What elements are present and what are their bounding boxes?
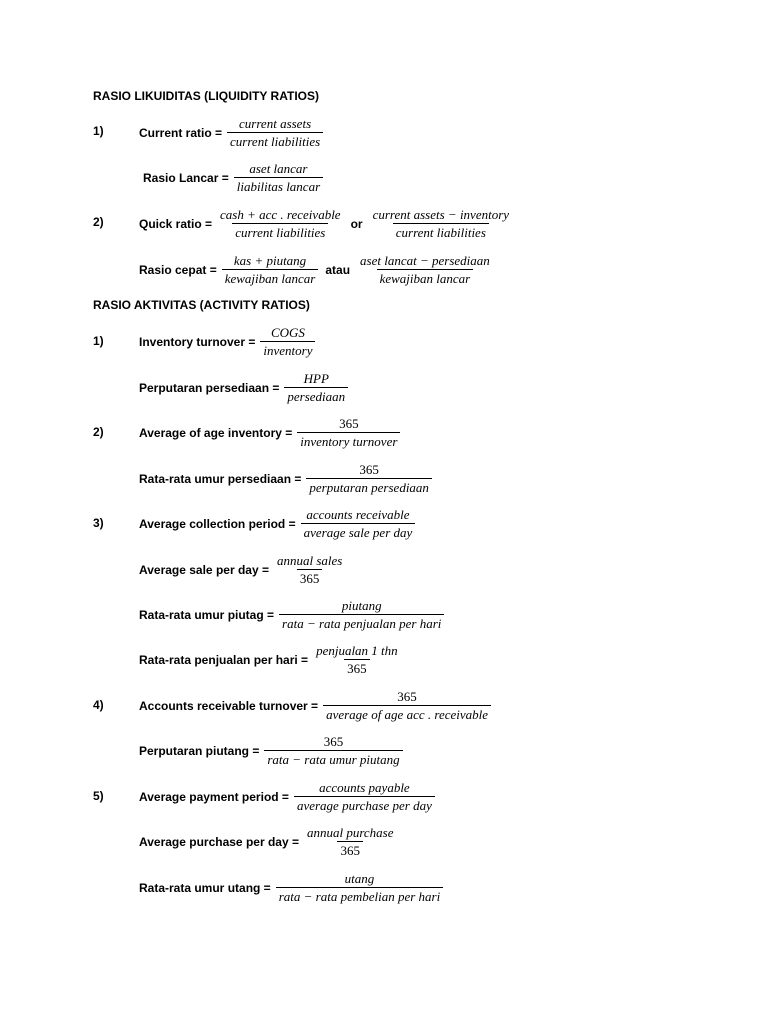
denominator: 365 [297, 569, 323, 586]
numerator: 365 [339, 416, 359, 431]
average-payment-period-formula [139, 780, 437, 813]
rata-penjualan-per-hari-formula [139, 643, 403, 676]
rata-umur-persediaan-formula [139, 462, 434, 495]
numerator: accounts receivable [306, 507, 410, 522]
inventory-turnover-formula [139, 325, 317, 358]
numerator: utang [344, 871, 375, 886]
numerator: 365 [323, 734, 344, 749]
fraction [264, 734, 402, 767]
fraction [234, 161, 323, 194]
activity-item-3-number: 3) [93, 516, 104, 530]
formula-label: Perputaran persediaan = [139, 380, 280, 395]
numerator: aset lancar [249, 161, 308, 176]
average-age-inventory-formula [139, 416, 402, 449]
average-sale-per-day-formula [139, 553, 347, 586]
formula-label: Rata-rata umur piutag = [139, 607, 275, 622]
denominator: rata − rata penjualan per hari [279, 614, 444, 631]
denominator: 365 [337, 841, 363, 858]
fraction [313, 643, 401, 676]
activity-item-2-number: 2) [93, 425, 104, 439]
numerator: piutang [341, 598, 382, 613]
formula-label: Rasio cepat = [139, 262, 217, 277]
formula-label: Average collection period = [139, 516, 296, 531]
denominator: liabilitas lancar [234, 177, 323, 194]
denominator: 365 [344, 659, 370, 676]
numerator: 365 [359, 462, 379, 477]
numerator: annual sales [276, 553, 343, 568]
formula-label: Rata-rata umur utang = [139, 880, 271, 895]
liquidity-item-2-number: 2) [93, 215, 104, 229]
perputaran-piutang-formula [139, 734, 405, 767]
activity-item-4-number: 4) [93, 698, 104, 712]
numerator: annual purchase [306, 825, 394, 840]
fraction [306, 462, 432, 495]
formula-label: Current ratio = [139, 125, 223, 140]
fraction [370, 207, 512, 240]
fraction [260, 325, 315, 358]
formula-label: Average sale per day = [139, 562, 269, 577]
denominator: perputaran persediaan [306, 478, 432, 495]
fraction [357, 253, 493, 286]
fraction [301, 507, 416, 540]
average-purchase-per-day-formula [139, 825, 399, 858]
fraction [284, 371, 348, 404]
current-ratio-formula [139, 116, 325, 149]
formula-label: Perputaran piutang = [139, 743, 260, 758]
denominator: persediaan [284, 387, 348, 404]
fraction [274, 553, 345, 586]
fraction [217, 207, 344, 240]
fraction [276, 871, 444, 904]
numerator: kas + piutang [233, 253, 307, 268]
rasio-cepat-formula [139, 253, 495, 286]
fraction [222, 253, 319, 286]
accounts-receivable-turnover-formula [139, 689, 493, 722]
activity-item-5-number: 5) [93, 789, 104, 803]
denominator: inventory turnover [297, 432, 400, 449]
fraction [323, 689, 491, 722]
formula-label: Average payment period = [139, 789, 289, 804]
formula-label: Rasio Lancar = [143, 170, 229, 185]
rata-umur-piutang-formula [139, 598, 446, 631]
numerator: cash + acc . receivable [220, 207, 341, 222]
denominator: current liabilities [232, 223, 328, 240]
numerator: penjualan 1 thn [316, 643, 398, 658]
denominator: average purchase per day [294, 796, 435, 813]
fraction [227, 116, 323, 149]
activity-item-1-number: 1) [93, 334, 104, 348]
numerator: accounts payable [319, 780, 410, 795]
numerator: current assets − inventory [372, 207, 510, 222]
quick-ratio-formula [139, 207, 514, 240]
formula-label: Average of age inventory = [139, 425, 293, 440]
activity-heading: RASIO AKTIVITAS (ACTIVITY RATIOS) [93, 298, 310, 312]
average-collection-period-formula [139, 507, 417, 540]
numerator: aset lancat − persediaan [360, 253, 490, 268]
formula-label: Quick ratio = [139, 216, 213, 231]
formula-label: Rata-rata penjualan per hari = [139, 652, 309, 667]
liquidity-heading: RASIO LIKUIDITAS (LIQUIDITY RATIOS) [93, 89, 319, 103]
fraction [297, 416, 400, 449]
denominator: current liabilities [393, 223, 489, 240]
numerator: HPP [303, 371, 329, 386]
perputaran-persediaan-formula [139, 371, 350, 404]
denominator: inventory [260, 341, 315, 358]
atau-text: atau [325, 262, 351, 277]
fraction [294, 780, 435, 813]
formula-label: Rata-rata umur persediaan = [139, 471, 302, 486]
fraction [304, 825, 397, 858]
numerator: COGS [270, 325, 305, 340]
or-text: or [350, 216, 363, 231]
denominator: average of age acc . receivable [323, 705, 491, 722]
fraction [279, 598, 444, 631]
formula-label: Accounts receivable turnover = [139, 698, 319, 713]
denominator: current liabilities [227, 132, 323, 149]
denominator: rata − rata pembelian per hari [276, 887, 444, 904]
formula-label: Average purchase per day = [139, 834, 299, 849]
rasio-lancar-formula [143, 161, 325, 194]
numerator: current assets [239, 116, 312, 131]
denominator: rata − rata umur piutang [264, 750, 402, 767]
rata-umur-utang-formula [139, 871, 445, 904]
liquidity-item-1-number: 1) [93, 124, 104, 138]
formula-label: Inventory turnover = [139, 334, 256, 349]
denominator: kewajiban lancar [222, 269, 319, 286]
denominator: kewajiban lancar [377, 269, 474, 286]
numerator: 365 [397, 689, 417, 704]
denominator: average sale per day [301, 523, 416, 540]
